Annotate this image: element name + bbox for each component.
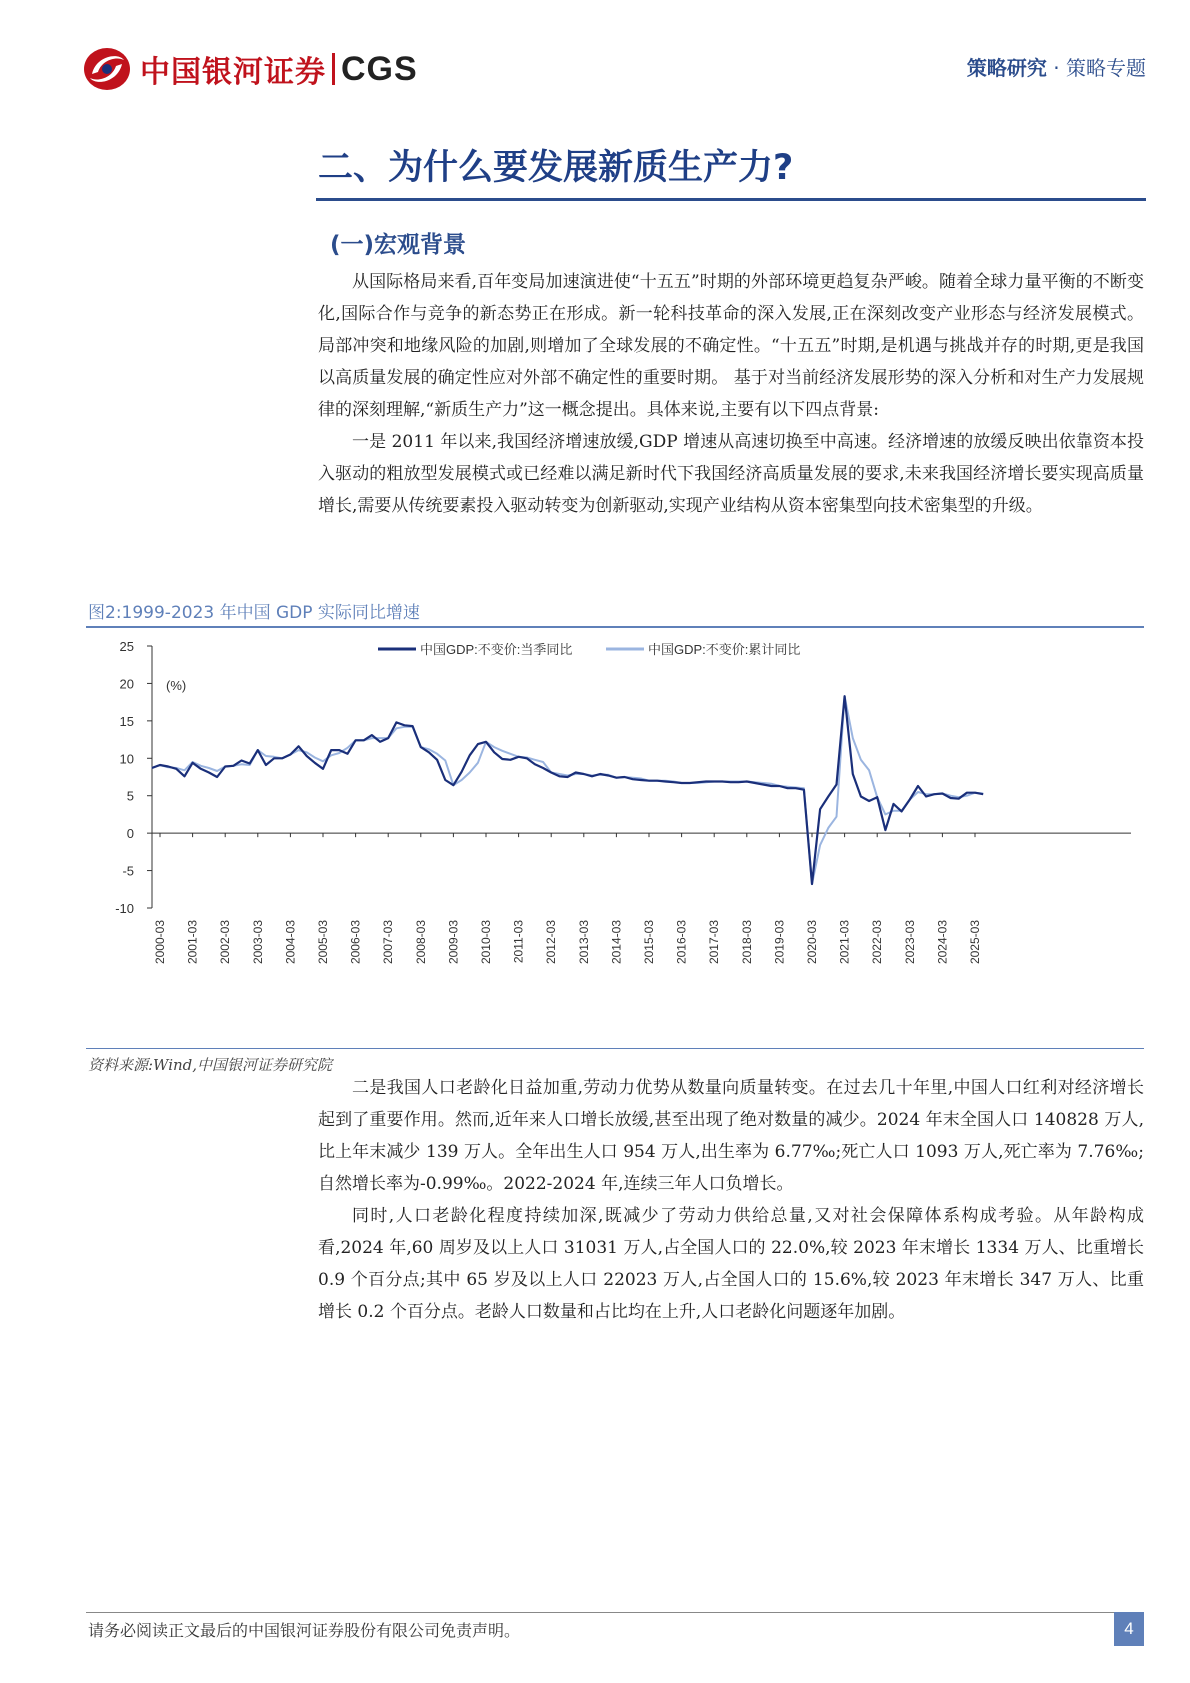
chart-svg bbox=[86, 630, 1144, 1048]
y-tick-label: 25 bbox=[119, 639, 134, 654]
body-text-bottom bbox=[318, 1072, 1144, 1328]
x-tick-label: 2013-03 bbox=[576, 920, 591, 965]
figure-bottom-rule bbox=[86, 1048, 1144, 1049]
x-tick-label: 2019-03 bbox=[772, 920, 787, 965]
figure-source: 资料来源:Wind,中国银河证券研究院 bbox=[88, 1056, 333, 1074]
logo-separator bbox=[332, 53, 335, 85]
x-tick-label: 2010-03 bbox=[479, 920, 493, 965]
logo-text: 中国银河证券 bbox=[140, 55, 326, 90]
x-tick-label: 2014-03 bbox=[609, 920, 624, 965]
x-tick-label: 2000-03 bbox=[153, 920, 167, 965]
category-dot: · bbox=[1053, 56, 1060, 80]
title-divider bbox=[316, 198, 1146, 201]
x-tick-label: 2023-03 bbox=[902, 920, 917, 965]
x-tick-label: 2022-03 bbox=[870, 920, 885, 965]
y-tick-label: 15 bbox=[119, 713, 134, 729]
legend-label-1: 中国GDP:不变价:当季同比 bbox=[420, 642, 573, 657]
series-line-quarterly bbox=[152, 696, 983, 884]
x-tick-label: 2001-03 bbox=[185, 920, 200, 965]
x-tick-label: 2005-03 bbox=[316, 920, 330, 965]
body-text-top bbox=[318, 266, 1144, 522]
x-tick-label: 2020-03 bbox=[805, 920, 819, 965]
x-tick-label: 2017-03 bbox=[707, 920, 722, 965]
figure-caption: 图2:1999-2023 年中国 GDP 实际同比增速 bbox=[88, 603, 420, 623]
x-tick-label: 2021-03 bbox=[837, 920, 852, 965]
cgs-logo-icon bbox=[82, 46, 132, 92]
page-number: 4 bbox=[1114, 1612, 1144, 1646]
legend-label-2: 中国GDP:不变价:累计同比 bbox=[648, 642, 801, 657]
topic-label: 策略专题 bbox=[1066, 56, 1146, 80]
footer-disclaimer: 请务必阅读正文最后的中国银河证券股份有限公司免责声明。 bbox=[88, 1621, 521, 1640]
section-title: 二、为什么要发展新质生产力? bbox=[318, 148, 794, 188]
x-tick-label: 2016-03 bbox=[674, 920, 689, 965]
y-tick-label: -10 bbox=[115, 901, 134, 916]
footer-rule bbox=[86, 1612, 1144, 1613]
paragraph: 从国际格局来看,百年变局加速演进使“十五五”时期的外部环境更趋复杂严峻。随着全球力量平衡的不断变化,国际合作与竞争的新态势正在形成。新一轮科技革命的深入发展,正在深刻改变产业形态与经济发展模式。局部冲突和地缘风险的加剧,则增加了全球发展的不确定性。“十五五”时期,是机遇与挑战并存的时期,更是我国以高质量发展的确定性应对外部不确定性的重要时期。 基于对当前经济发展形势的深入分析和对生产力发展规律的深刻理解,“新质生产力”这一概念提出。具体来说,主要有以下四点背景: bbox=[318, 272, 1144, 420]
x-tick-label: 2025-03 bbox=[968, 920, 982, 965]
brand-logo bbox=[82, 45, 418, 93]
y-axis-unit: (%) bbox=[166, 678, 187, 693]
y-tick-label: 10 bbox=[119, 751, 134, 767]
x-tick-label: 2006-03 bbox=[348, 920, 363, 965]
x-tick-label: 2011-03 bbox=[511, 920, 526, 964]
y-tick-label: 0 bbox=[126, 826, 134, 842]
x-tick-label: 2008-03 bbox=[413, 920, 428, 965]
x-tick-label: 2002-03 bbox=[218, 920, 233, 965]
x-tick-label: 2003-03 bbox=[250, 920, 265, 965]
paragraph: 二是我国人口老龄化日益加重,劳动力优势从数量向质量转变。在过去几十年里,中国人口红利对经济增长起到了重要作用。然而,近年来人口增长放缓,甚至出现了绝对数量的减少。2024 年末全国人口 140828 万人,比上年末减少 139 万人。全年出生人口 954 万人,出生率为 6.77‰;死亡人口 1093 万人,死亡率为 7.76‰;自然增长率为-0.99‰。2022-2024 年,连续三年人口负增长。 bbox=[318, 1078, 1144, 1194]
paragraph: 同时,人口老龄化程度持续加深,既减少了劳动力供给总量,又对社会保障体系构成考验。从年龄构成看,2024 年,60 周岁及以上人口 31031 万人,占全国人口的 22.0%,较 2023 年末增长 1334 万人、比重增长 0.9 个百分点;其中 65 岁及以上人口 22023 万人,占全国人口的 15.6%,较 2023 年末增长 347 万人、比重增长 0.2 个百分点。老龄人口数量和占比均在上升,人口老龄化问题逐年加剧。 bbox=[318, 1206, 1144, 1322]
x-tick-label: 2009-03 bbox=[446, 920, 461, 965]
x-tick-label: 2004-03 bbox=[283, 920, 298, 965]
x-tick-label: 2024-03 bbox=[935, 920, 950, 965]
x-tick-label: 2012-03 bbox=[544, 920, 559, 965]
y-tick-label: 5 bbox=[126, 788, 134, 804]
x-tick-label: 2018-03 bbox=[739, 920, 754, 965]
figure-top-rule bbox=[86, 626, 1144, 628]
x-tick-label: 2015-03 bbox=[642, 920, 656, 965]
report-category bbox=[967, 52, 1146, 81]
category-label: 策略研究 bbox=[966, 56, 1047, 80]
subsection-title: (一)宏观背景 bbox=[330, 232, 467, 258]
gdp-line-chart bbox=[86, 630, 1144, 1048]
y-tick-label: -5 bbox=[122, 863, 134, 879]
x-tick-label: 2007-03 bbox=[381, 920, 396, 965]
legend bbox=[378, 642, 800, 657]
y-tick-label: 20 bbox=[119, 676, 134, 692]
paragraph: 一是 2011 年以来,我国经济增速放缓,GDP 增速从高速切换至中高速。经济增速的放缓反映出依靠资本投入驱动的粗放型发展模式或已经难以满足新时代下我国经济高质量发展的要求,未来我国经济增长要实现高质量增长,需要从传统要素投入驱动转变为创新驱动,实现产业结构从资本密集型向技术密集型的升级。 bbox=[318, 432, 1144, 516]
logo-cgs: CGS bbox=[341, 49, 418, 88]
